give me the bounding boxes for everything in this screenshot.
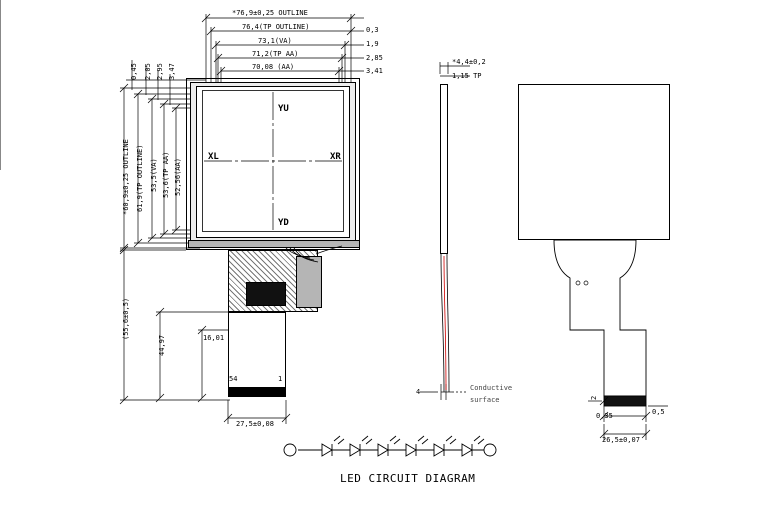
- dim-right-3-41: 3,41: [366, 67, 383, 75]
- dim-right-0-3: 0,3: [366, 26, 379, 34]
- side-note-value: 4: [416, 388, 421, 396]
- dim-right-1-9: 1,9: [366, 40, 379, 48]
- dim-left-outline: *60,9±0,25 OUTLINE: [122, 139, 130, 215]
- dim-right-2-85: 2,85: [366, 54, 383, 62]
- dim-aa: 70,08 (AA): [252, 63, 295, 71]
- dim-16-01: 16,01: [203, 334, 225, 342]
- led-circuit-diagram-title: LED CIRCUIT DIAGRAM: [340, 472, 476, 485]
- dim-44-97: 44,97: [158, 334, 166, 356]
- dim-left-3-47: 3,47: [168, 63, 176, 80]
- label-yd: YD: [278, 218, 289, 228]
- side-note-surface: surface: [470, 396, 500, 404]
- label-yu: YU: [278, 104, 289, 114]
- dim-rear-thickness: 2: [590, 395, 598, 400]
- dim-rear-tail-width: 26,5±0,07: [602, 436, 640, 444]
- dim-left-aa: 52,56(AA): [174, 158, 182, 196]
- fpc-pin-1: 1: [278, 375, 283, 383]
- label-xr: XR: [330, 152, 341, 162]
- side-note-conductive: Conductive: [470, 384, 513, 392]
- dim-left-tp-aa: 53,6(TP AA): [162, 151, 170, 198]
- dim-left-tp-outline: 61,9(TP OUTLINE): [136, 144, 144, 212]
- label-xl: XL: [208, 152, 219, 162]
- dim-left-2-05: 2,05: [144, 63, 152, 80]
- dim-rear-edge: 0,5: [652, 408, 665, 416]
- dim-55-6: (55,6±0,5): [122, 297, 130, 340]
- dim-left-2-95: 2,95: [156, 63, 164, 80]
- dim-rear-pitch: 0,35: [596, 412, 613, 420]
- side-tp-thickness-label: 1,15 TP: [452, 72, 482, 80]
- dim-va: 73,1(VA): [258, 37, 292, 45]
- dim-left-va: 53,5(VA): [150, 158, 158, 192]
- dim-tp-outline: 76,4(TP OUTLINE): [242, 23, 310, 31]
- dim-fpc-width: 27,5±0,08: [236, 420, 274, 428]
- side-thickness-label: *4,4±0,2: [452, 58, 486, 66]
- dim-top-outline: *76,9±0,25 OUTLINE: [232, 9, 308, 17]
- dim-tp-aa: 71,2(TP AA): [252, 50, 299, 58]
- fpc-pin-54: 54: [229, 375, 238, 383]
- dim-left-0-45: 0,45: [130, 63, 138, 80]
